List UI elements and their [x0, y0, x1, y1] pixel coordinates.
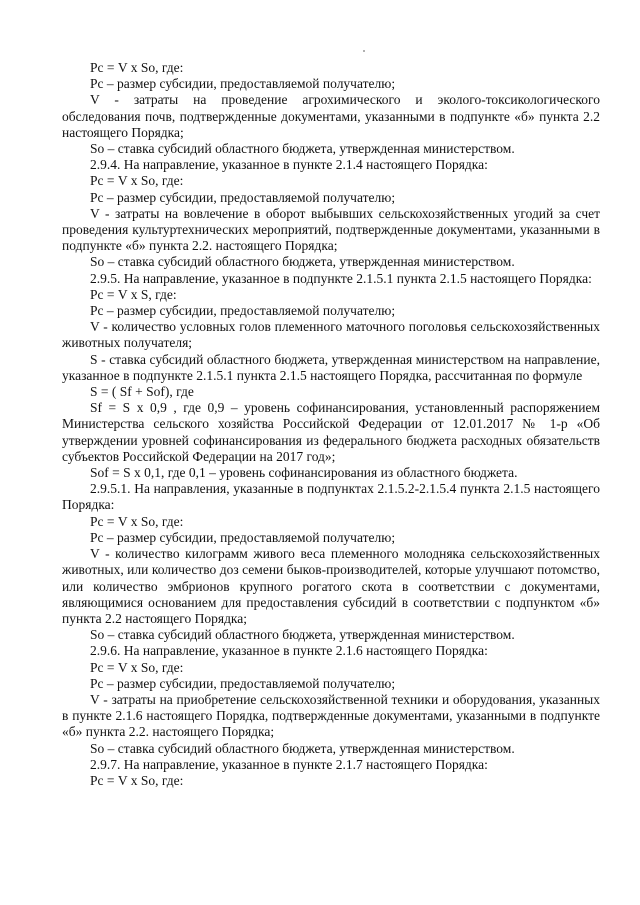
definition-line: So – ставка субсидий областного бюджета, утвержденная министерством.: [90, 141, 515, 157]
definition-line: So – ставка субсидий областного бюджета, утвержденная министерством.: [90, 740, 515, 756]
definition-line: Рс – размер субсидии, предоставляемой получателю;: [90, 529, 396, 545]
definition-paragraph: V - затраты на вовлечение в оборот выбывших сельскохозяйственных угодий за счет проведения культуртехнических мероприятий, подтвержденные документами, указанными в подпункте «б» пункта 2.2. настоящего Порядка;: [62, 205, 600, 254]
formula-line: S = ( Sf + Sof), где: [90, 384, 194, 400]
formula-line: Рс = V x So, где:: [90, 173, 184, 189]
section-heading: 2.9.5. На направление, указанное в подпункте 2.1.5.1 пункта 2.1.5 настоящего Порядка:: [90, 270, 592, 286]
definition-line: Рс – размер субсидии, предоставляемой получателю;: [90, 303, 396, 319]
definition-paragraph: S - ставка субсидий областного бюджета, утвержденная министерством на направление, указанное в подпункте 2.1.5.1 пункта 2.1.5 настоящего Порядка, рассчитанная по формуле: [62, 351, 600, 383]
section-heading: 2.9.7. На направление, указанное в пункте 2.1.7 настоящего Порядка:: [90, 756, 488, 772]
section-heading: 2.9.6. На направление, указанное в пункте 2.1.6 настоящего Порядка:: [90, 643, 488, 659]
definition-line: So – ставка субсидий областного бюджета, утвержденная министерством.: [90, 254, 515, 270]
document-body: [62, 60, 600, 789]
formula-line: Рс = V x So, где:: [90, 772, 184, 788]
scan-speck: [363, 50, 365, 52]
formula-line: Рс = V x So, где:: [90, 513, 184, 529]
section-heading: 2.9.5.1. На направления, указанные в подпунктах 2.1.5.2-2.1.5.4 пункта 2.1.5 настоящего Порядка:: [62, 481, 600, 513]
definition-line: So – ставка субсидий областного бюджета, утвержденная министерством.: [90, 627, 515, 643]
definition-line: Рс – размер субсидии, предоставляемой получателю;: [90, 189, 396, 205]
definition-paragraph: V - количество килограмм живого веса племенного молодняка сельскохозяйственных животных, или количество доз семени быков-производителей, которые улучшают потомство, или количество эмбрионов крупного рогатого скота в соответствии с документами, являющимися основанием для предоставления субсидий в соответствии с подпунктом «б» пункта 2.2 настоящего Порядка;: [62, 546, 600, 626]
definition-line: Sof = S x 0,1, где 0,1 – уровень софинансирования из областного бюджета.: [90, 465, 518, 481]
definition-paragraph: V - затраты на приобретение сельскохозяйственной техники и оборудования, указанных в пункте 2.1.6 настоящего Порядка, подтвержденные документами, указанными в подпункте «б» пункта 2.2. настоящего Порядка;: [62, 691, 600, 740]
formula-line: Рс = V x So, где:: [90, 60, 184, 75]
definition-line: Рс – размер субсидии, предоставляемой получателю;: [90, 76, 396, 92]
definition-line: Рс – размер субсидии, предоставляемой получателю;: [90, 675, 396, 691]
definition-paragraph: V - количество условных голов племенного маточного поголовья сельскохозяйственных животных получателя;: [62, 319, 600, 351]
definition-paragraph: Sf = S x 0,9 , где 0,9 – уровень софинансирования, установленный распоряжением Министерства сельского хозяйства Российской Федерации от 12.01.2017 № 1-р «Об утверждении уровней софинансирования из федерального бюджета расходных обязательств субъектов Российской Федерации на 2017 год»;: [62, 400, 600, 464]
formula-line: Рс = V x So, где:: [90, 659, 184, 675]
formula-line: Рс = V x S, где:: [90, 286, 177, 302]
definition-paragraph: V - затраты на проведение агрохимического и эколого-токсикологического обследования почв, подтвержденные документами, указанными в подпункте «б» пункта 2.2 настоящего Порядка;: [62, 92, 600, 140]
section-heading: 2.9.4. На направление, указанное в пункте 2.1.4 настоящего Порядка:: [90, 157, 488, 173]
